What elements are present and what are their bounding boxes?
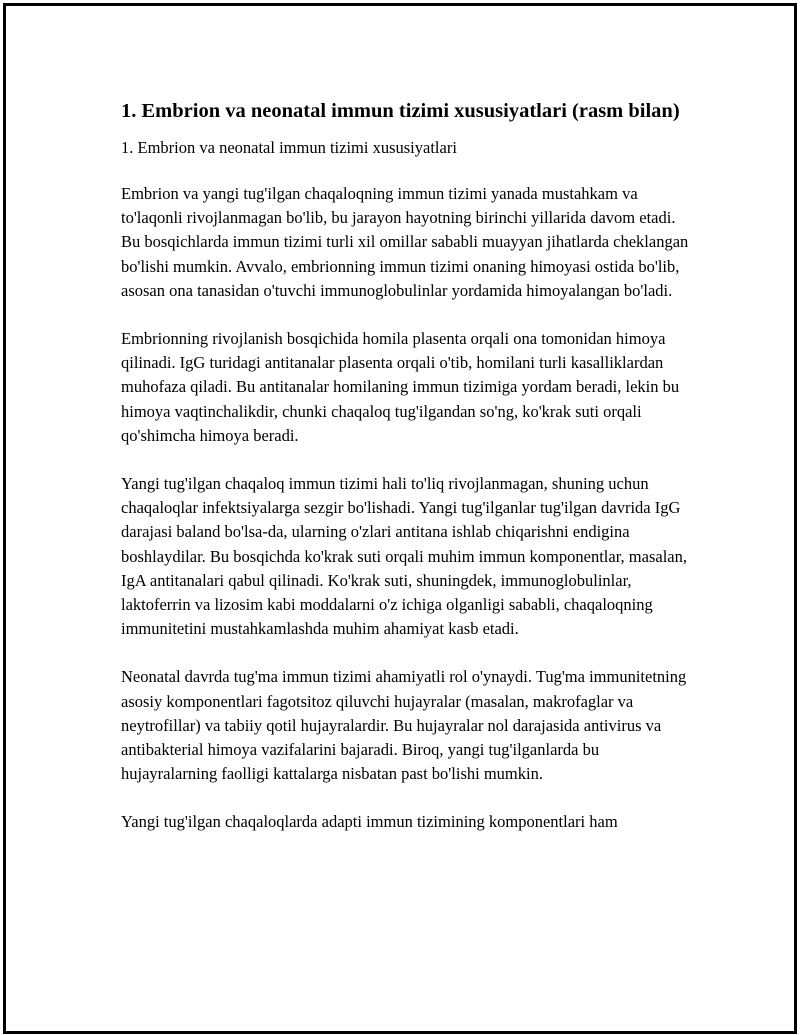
document-body <box>121 98 691 859</box>
paragraph: Embrion va yangi tug'ilgan chaqaloqning immun tizimi yanada mustahkam va to'laqonli rivojlanmagan bo'lib, bu jarayon hayotning birinchi yillarida davom etadi. Bu bosqichlarda immun tizimi turli xil omillar sababli muayyan jihatlarda cheklangan bo'lishi mumkin. Avvalo, embrionning immun tizimi onaning himoyasi ostida bo'lib, asosan ona tanasidan o'tuvchi immunoglobulinlar yordamida himoyalangan bo'ladi. <box>121 184 689 300</box>
page-frame <box>3 3 797 1034</box>
paragraph: Embrionning rivojlanish bosqichida homila plasenta orqali ona tomonidan himoya qilinadi. IgG turidagi antitanalar plasenta orqali o'tib, homilani turli kasalliklardan muhofaza qiladi. Bu antitanalar homilaning immun tizimiga yordam beradi, lekin bu himoya vaqtinchalikdir, chunki chaqaloq tug'ilgandan so'ng, ko'krak suti orqali qo'shimcha himoya beradi. <box>121 329 680 445</box>
paragraph: Neonatal davrda tug'ma immun tizimi ahamiyatli rol o'ynaydi. Tug'ma immunitetning asosiy komponentlari fagotsitoz qiluvchi hujayralar (masalan, makrofaglar va neytrofillar) va tabiiy qotil hujayralardir. Bu hujayralar nol darajasida antivirus va antibakterial himoya vazifalarini bajaradi. Biroq, yangi tug'ilganlarda bu hujayralarning faolligi kattalarga nisbatan past bo'lishi mumkin. <box>121 667 687 784</box>
paragraph: Yangi tug'ilgan chaqaloqlarda adapti immun tizimining komponentlari ham <box>121 812 618 832</box>
section-heading: 1. Embrion va neonatal immun tizimi xususiyatlari <box>121 138 457 157</box>
paragraph: Yangi tug'ilgan chaqaloq immun tizimi hali to'liq rivojlanmagan, shuning uchun chaqaloqlar infektsiyalarga sezgir bo'lishadi. Yangi tug'ilganlar tug'ilgan davrida IgG darajasi baland bo'lsa-da, ularning o'zlari antitana ishlab chiqarishni endigina boshlaydilar. Bu bosqichda ko'krak suti orqali muhim immun komponentlar, masalan, IgA antitanalari qabul qilinadi. Ko'krak suti, shuningdek, immunoglobulinlar, laktoferrin va lizosim kabi moddalarni o'z ichiga olganligi sababli, chaqaloqning immunitetini mustahkamlashda muhim ahamiyat kasb etadi. <box>121 474 687 639</box>
document-title: 1. Embrion va neonatal immun tizimi xususiyatlari (rasm bilan) <box>121 100 680 122</box>
